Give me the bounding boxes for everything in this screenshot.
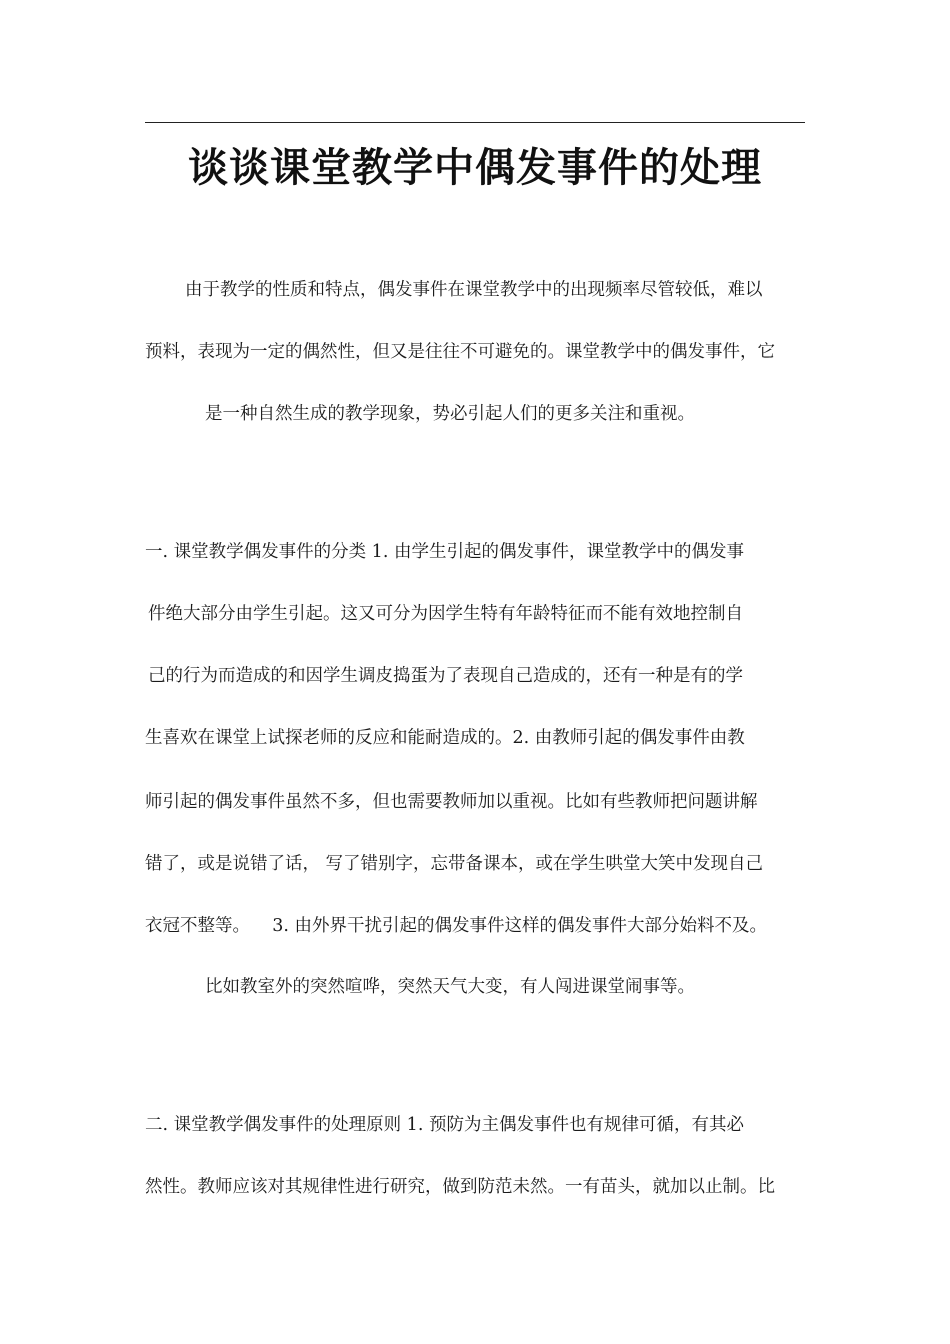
- paragraph-line: 生喜欢在课堂上试探老师的反应和能耐造成的。2. 由教师引起的偶发事件由教: [145, 728, 745, 748]
- paragraph-line: 错了，或是说错了话， 写了错别字，忘带备课本，或在学生哄堂大笑中发现自己: [145, 854, 764, 874]
- paragraph-line: 一. 课堂教学偶发事件的分类 1. 由学生引起的偶发事件，课堂教学中的偶发事: [145, 542, 744, 562]
- paragraph-line: 己的行为而造成的和因学生调皮捣蛋为了表现自己造成的，还有一种是有的学: [148, 666, 743, 686]
- paragraph-line: 件绝大部分由学生引起。这又可分为因学生特有年龄特征而不能有效地控制自: [148, 604, 743, 624]
- document-title: 谈谈课堂教学中偶发事件的处理: [188, 144, 762, 191]
- paragraph-line: 是一种自然生成的教学现象，势必引起人们的更多关注和重视。: [205, 404, 695, 424]
- paragraph-line: 衣冠不整等。 3. 由外界干扰引起的偶发事件这样的偶发事件大部分始料不及。: [145, 916, 768, 936]
- paragraph-line: 比如教室外的突然喧哗，突然天气大变，有人闯进课堂闹事等。: [205, 977, 695, 997]
- paragraph-line: 师引起的偶发事件虽然不多，但也需要教师加以重视。比如有些教师把问题讲解: [145, 792, 758, 812]
- header-rule: [145, 122, 805, 123]
- paragraph-line: 由于教学的性质和特点，偶发事件在课堂教学中的出现频率尽管较低，难以: [185, 280, 763, 300]
- paragraph-line: 预料，表现为一定的偶然性，但又是往往不可避免的。课堂教学中的偶发事件，它: [145, 342, 775, 362]
- paragraph-line: 然性。教师应该对其规律性进行研究，做到防范未然。一有苗头，就加以止制。比: [145, 1177, 775, 1197]
- paragraph-line: 二. 课堂教学偶发事件的处理原则 1. 预防为主偶发事件也有规律可循，有其必: [145, 1115, 744, 1135]
